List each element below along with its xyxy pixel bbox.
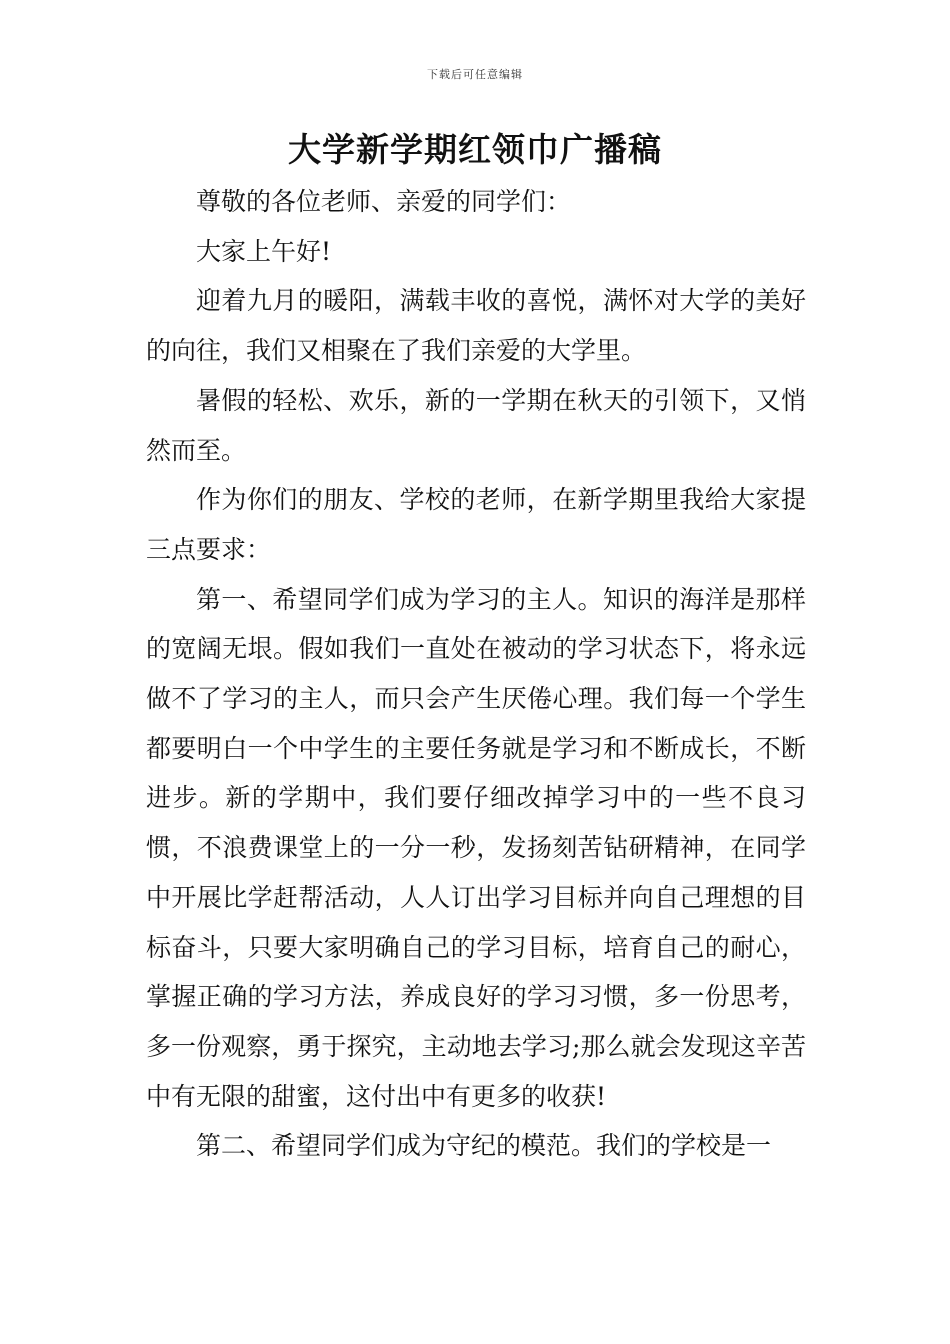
header-note: 下载后可任意编辑: [427, 68, 523, 81]
document-body: [146, 177, 806, 1171]
paragraph-good-morning: 大家上午好!: [196, 236, 332, 266]
paragraph-first-requirement: 第一、希望同学们成为学习的主人。知识的海洋是那样的宽阔无垠。假如我们一直处在被动的学习状态下，将永远做不了学习的主人，而只会产生厌倦心理。我们每一个学生都要明白一个中学生的主要任务就是学习和不断成长，不断进步。新的学期中，我们要仔细改掉学习中的一些不良习惯，不浪费课堂上的一分一秒，发扬刻苦钻研精神，在同学中开展比学赶帮活动，人人订出学习目标并向自己理想的目标奋斗，只要大家明确自己的学习目标，培育自己的耐心，掌握正确的学习方法，养成良好的学习习惯，多一份思考，多一份观察，勇于探究，主动地去学习;那么就会发现这辛苦中有无限的甜蜜，这付出中有更多的收获!: [146, 584, 806, 1111]
paragraph-greeting: 尊敬的各位老师、亲爱的同学们：: [196, 187, 572, 216]
document-title: 大学新学期红领巾广播稿: [288, 130, 662, 169]
paragraph-second-requirement: 第二、希望同学们成为守纪的模范。我们的学校是一: [196, 1131, 772, 1161]
paragraph-requirements-intro: 作为你们的朋友、学校的老师，在新学期里我给大家提三点要求：: [146, 485, 806, 564]
paragraph-summer: 暑假的轻松、欢乐，新的一学期在秋天的引领下，又悄然而至。: [146, 385, 806, 465]
paragraph-september: 迎着九月的暖阳，满载丰收的喜悦，满怀对大学的美好的向往，我们又相聚在了我们亲爱的大学里。: [146, 286, 806, 366]
